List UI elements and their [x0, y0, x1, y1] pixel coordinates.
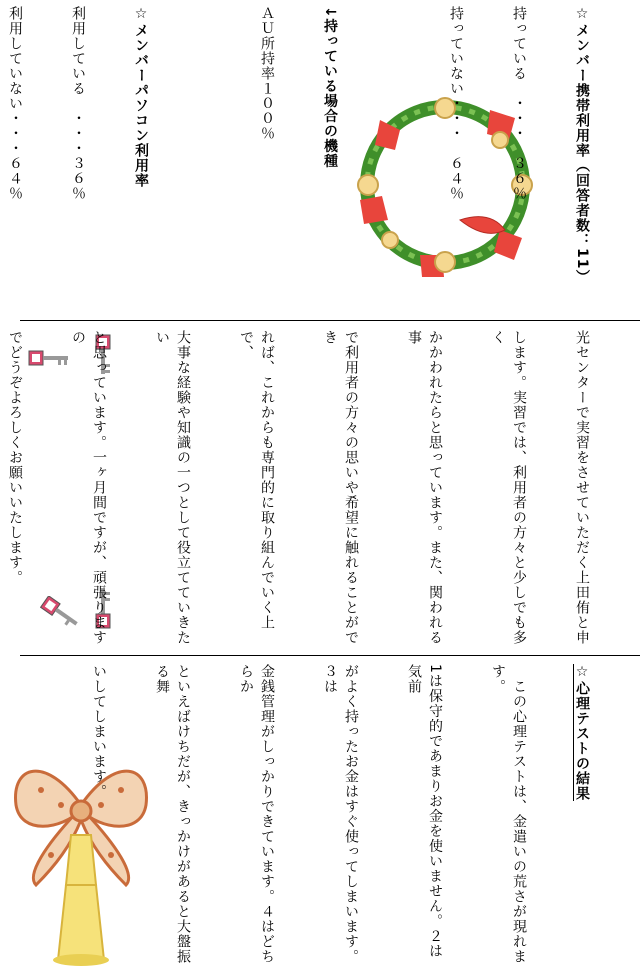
intro-line: 光センターで実習をさせていただく上田侑と申 [574, 330, 590, 645]
middle-section [0, 330, 634, 650]
phone-model-heading: ↓持っている場合の機種 [322, 6, 338, 169]
psych-result-line: この心理テストは、金遣いの荒さが現れます。 [490, 664, 527, 964]
pc-use: 利用している ・・・３６％ [70, 6, 86, 201]
psych-result-line: 金銭管理がしっかりできています。４はどちらか [238, 664, 275, 964]
section-divider [20, 655, 640, 656]
phone-survey [0, 6, 634, 316]
intro-line: れば、これからも専門的に取り組んでいく上で、 [238, 330, 275, 630]
intro-line: で利用者の方々の思いや希望に触れることができ [322, 330, 359, 645]
intro-line: でどうぞよろしくお願いいたします。 [7, 330, 23, 585]
pc-survey-heading: ☆メンバーパソコン利用率 [133, 6, 149, 188]
psych-result-heading: ☆心理テストの結果 [574, 664, 590, 801]
phone-model-au: ＡＵ所持率１００％ [259, 6, 275, 141]
phone-survey-heading: ☆メンバー携帯利用率（回答者数：11） [574, 6, 590, 285]
phone-have-not: 持っていない・・・ ６４％ [448, 6, 464, 201]
psych-result-line: いしてしまいます。 [91, 664, 107, 799]
bottom-section [0, 664, 634, 970]
intro-line: と思っています。一ヶ月間ですが、頑張りますの [70, 330, 107, 645]
intro-line: します。実習では、利用者の方々と少しでも多く [490, 330, 527, 645]
intro-line: かかわれたらと思っています。また、関われる事 [406, 330, 443, 645]
psych-result-line: がよく持ったお金はすぐ使ってしまいます。３は [322, 664, 359, 964]
pc-not-use: 利用していない・・・６４％ [7, 6, 23, 201]
intro-line: 大事な経験や知識の一つとして役立てていきたい [154, 330, 191, 645]
psych-result-line: 1は保守的であまりお金を使いません。２は気前 [406, 664, 443, 959]
section-divider [20, 320, 640, 321]
psych-result-line: といえばけちだが、きっかけがあると大盤振る舞 [154, 664, 191, 964]
phone-have: 持っている ・・・ ３６％ [511, 6, 527, 201]
